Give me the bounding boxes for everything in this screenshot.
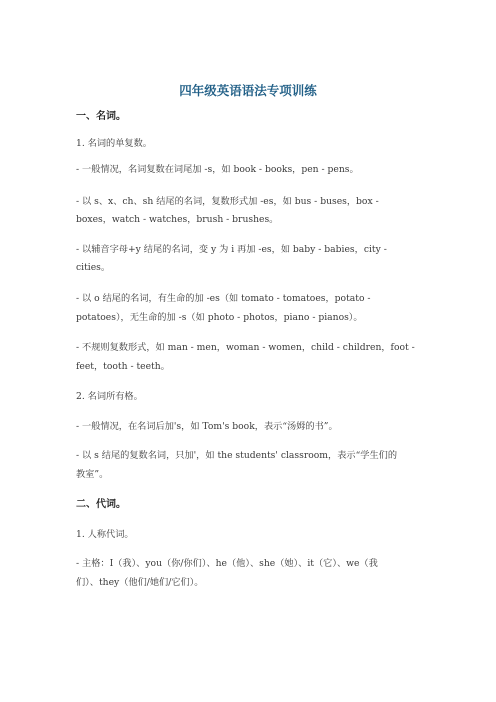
text-line: - 以 o 结尾的名词，有生命的加 -es（如 tomato - tomatoes，potato - (76, 293, 371, 304)
text-line: 们）、they（他们/她们/它们）。 (76, 577, 204, 588)
text-line: - 不规则复数形式，如 man - men，woman - women，child - children，foot - (76, 342, 415, 353)
subsection-label-possessive: 2. 名词所有格。 (76, 391, 143, 402)
text-line: boxes，watch - watches，brush - brushes。 (76, 214, 279, 225)
document-title: 四年级英语语法专项训练 (179, 83, 317, 98)
text-line: - 以 s 结尾的复数名词，只加'，如 the students' classroom，表示“学生们的 (76, 450, 398, 461)
text-line: 教室”。 (76, 469, 109, 480)
text-line: feet，tooth - teeth。 (76, 361, 170, 372)
text-line: potatoes），无生命的加 -s（如 photo - photos，piano - pianos）。 (76, 312, 363, 323)
subsection-label-personal-pronouns: 1. 人称代词。 (76, 529, 134, 540)
text-line: - 一般情况，在名词后加's，如 Tom's book，表示“汤姆的书”。 (76, 421, 338, 432)
text-line: - 以辅音字母+y 结尾的名词，变 y 为 i 再加 -es，如 baby - babies，city - (76, 244, 387, 255)
text-line: - 一般情况，名词复数在词尾加 -s，如 book - books，pen - pens。 (76, 164, 359, 175)
text-line: - 以 s、x、ch、sh 结尾的名词，复数形式加 -es，如 bus - buses，box - (76, 196, 379, 207)
subsection-label-plural: 1. 名词的单复数。 (76, 138, 152, 149)
text-line: cities。 (76, 262, 111, 273)
section-heading-nouns: 一、名词。 (76, 111, 126, 122)
text-line: - 主格：I（我）、you（你/你们）、he（他）、she（她）、it（它）、we（我 (76, 558, 378, 569)
section-heading-pronouns: 二、代词。 (76, 499, 126, 510)
